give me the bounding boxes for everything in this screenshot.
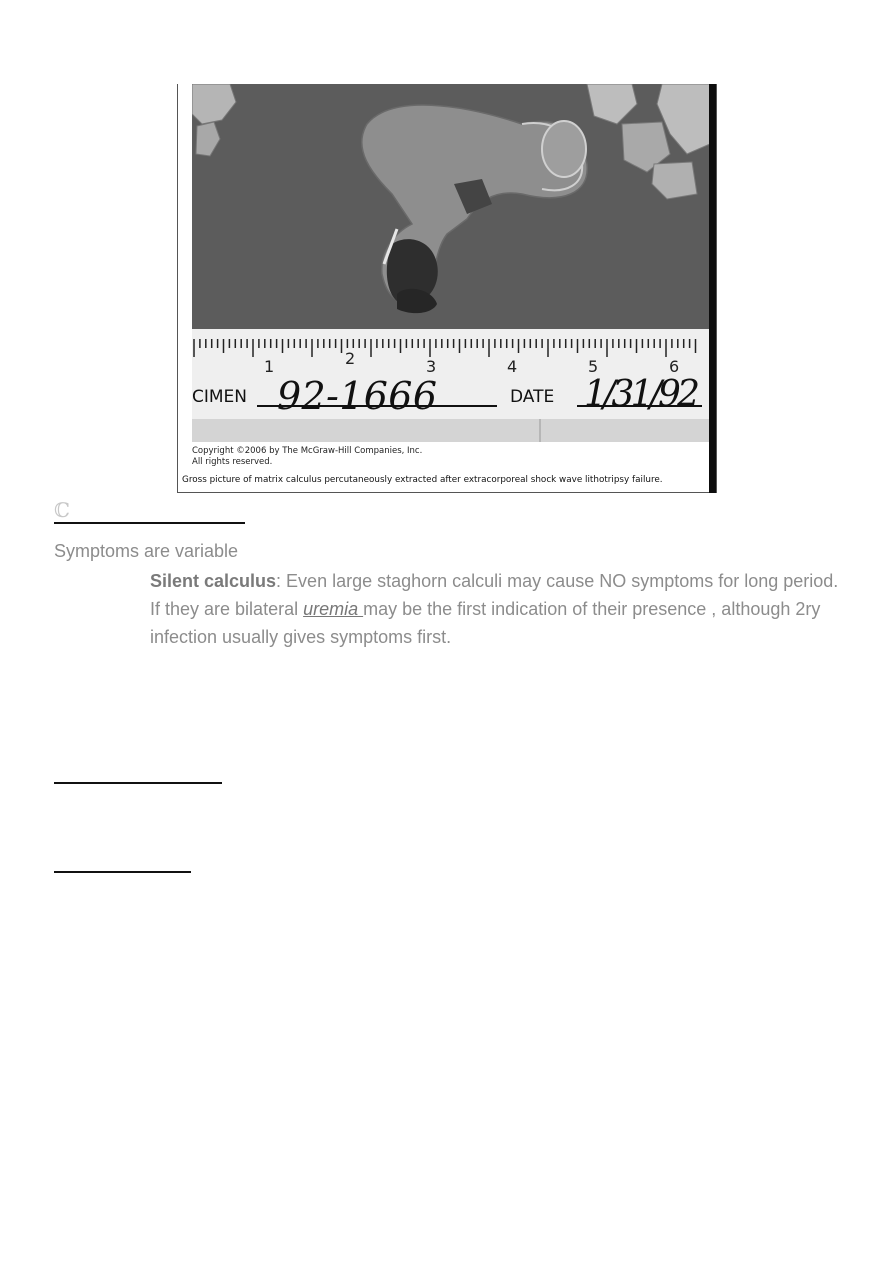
date-label: DATE [510,387,555,407]
copyright-notice [192,446,422,468]
ruler-number: 4 [507,357,518,376]
silent-calculus-term: Silent calculus [150,571,277,591]
silent-calculus-paragraph [150,567,850,651]
ruler-number: 3 [426,357,437,376]
handwritten-specimen-number: 92-1666 [277,374,437,418]
section-heading-rule [54,498,245,524]
empty-heading-rule-2 [54,871,191,873]
ruler-number: 1 [264,357,275,376]
heading-glyph: ℂ [54,498,70,522]
uremia-link[interactable]: uremia [303,599,364,619]
specimen-photo [192,84,710,442]
figure [177,84,717,493]
copyright-line-1: Copyright ©2006 by The McGraw-Hill Companies, Inc. [192,446,423,456]
ruler-number: 2 [345,349,356,368]
specimen-label: CIMEN [192,387,248,407]
symptoms-title: Symptoms are variable [54,541,239,561]
figure-side-bar [709,84,716,493]
figure-caption: Gross picture of matrix calculus percutaneously extracted after extracorporeal shock wave lithotripsy failure. [182,475,663,485]
ruler-number: 6 [669,357,680,376]
paragraph-text-1: : Even large staghorn calculi may cause NO symptoms for long period. If they are bilateral [150,571,839,619]
empty-heading-rule-1 [54,782,222,784]
paragraph-text-2: may be the first indication of their presence , although 2ry infection usually gives symptoms first. [150,599,821,647]
copyright-line-2: All rights reserved. [192,457,273,467]
handwritten-date: 1/31/92 [584,374,700,415]
ruler-number: 5 [588,357,599,376]
